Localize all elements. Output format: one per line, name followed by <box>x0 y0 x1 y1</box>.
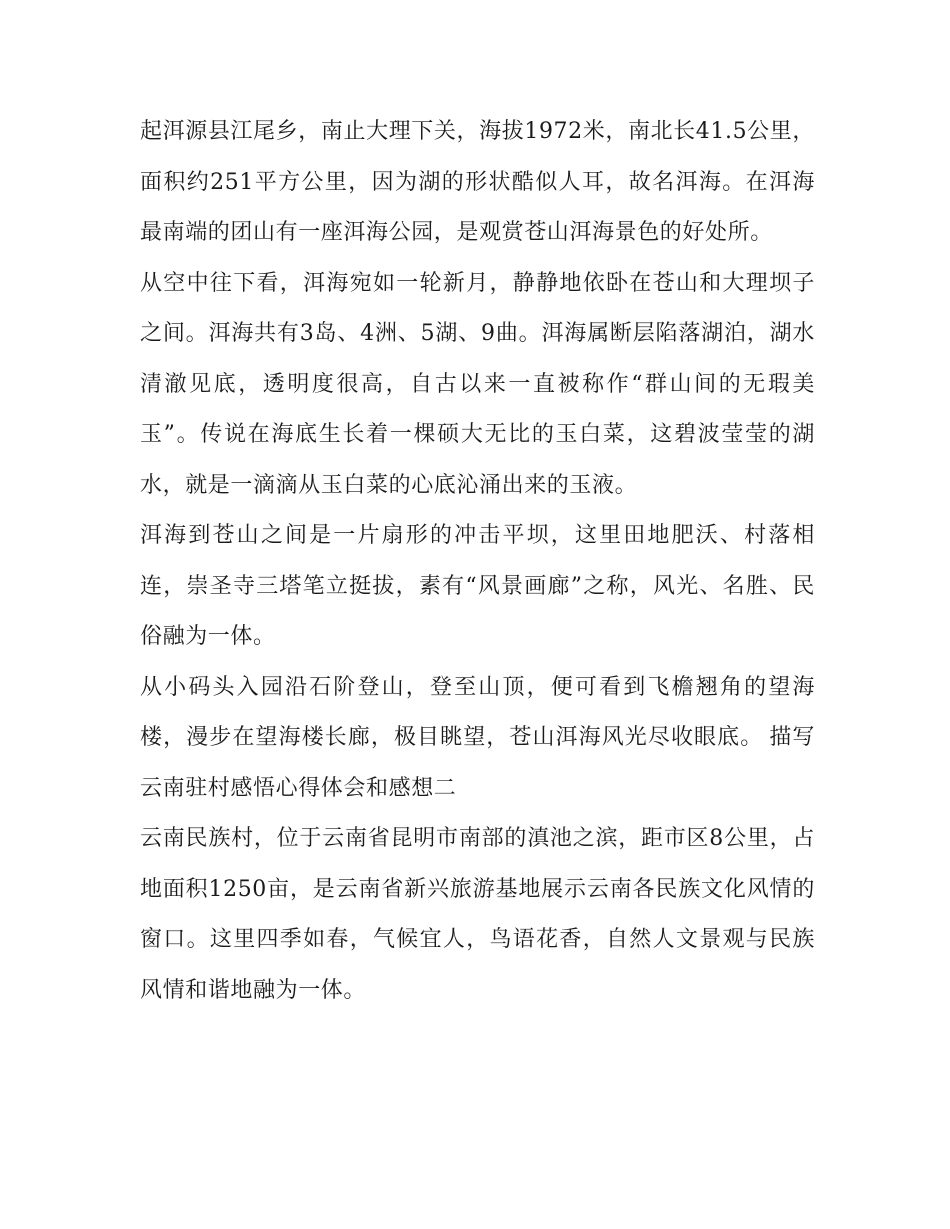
paragraph-text: 云南民族村，位于云南省昆明市南部的滇池之滨，距市区8公里，占地面积1250亩，是云南省新兴旅游基地展示云南各民族文化风情的窗口。这里四季如春，气候宜人，鸟语花香，自然人文景观与民族风情和谐地融为一体。 <box>140 826 815 1003</box>
paragraph-erhai-geography <box>140 107 815 259</box>
paragraph-text: 起洱源县江尾乡，南止大理下关，海拔1972米，南北长41.5公里，面积约251平方公里，因为湖的形状酷似人耳，故名洱海。在洱海最南端的团山有一座洱海公园，是观赏苍山洱海景色的好处所。 <box>140 119 815 245</box>
paragraph-text: 从空中往下看，洱海宛如一轮新月，静静地依卧在苍山和大理坝子之间。洱海共有3岛、4洲、5湖、9曲。洱海属断层陷落湖泊，湖水清澈见底，透明度很高，自古以来一直被称作“群山间的无瑕美玉”。传说在海底生长着一棵硕大无比的玉白菜，这碧波莹莹的湖水，就是一滴滴从玉白菜的心底沁涌出来的玉液。 <box>140 270 815 498</box>
paragraph-erhai-aerial-view <box>140 259 815 512</box>
paragraph-yunnan-ethnic-village <box>140 814 815 1016</box>
paragraph-text: 洱海到苍山之间是一片扇形的冲击平坝，这里田地肥沃、村落相连，崇圣寺三塔笔立挺拔，素有“风景画廊”之称，风光、名胜、民俗融为一体。 <box>140 523 815 649</box>
paragraph-erhai-plain <box>140 511 815 663</box>
section-heading: 描写云南驻村感悟心得体会和感想二 <box>140 725 815 801</box>
document-body <box>140 107 815 1016</box>
paragraph-text: 从小码头入园沿石阶登山，登至山顶，便可看到飞檐翘角的望海楼，漫步在望海楼长廊，极目眺望，苍山洱海风光尽收眼底。 <box>140 674 815 750</box>
paragraph-erhai-park <box>140 663 815 815</box>
